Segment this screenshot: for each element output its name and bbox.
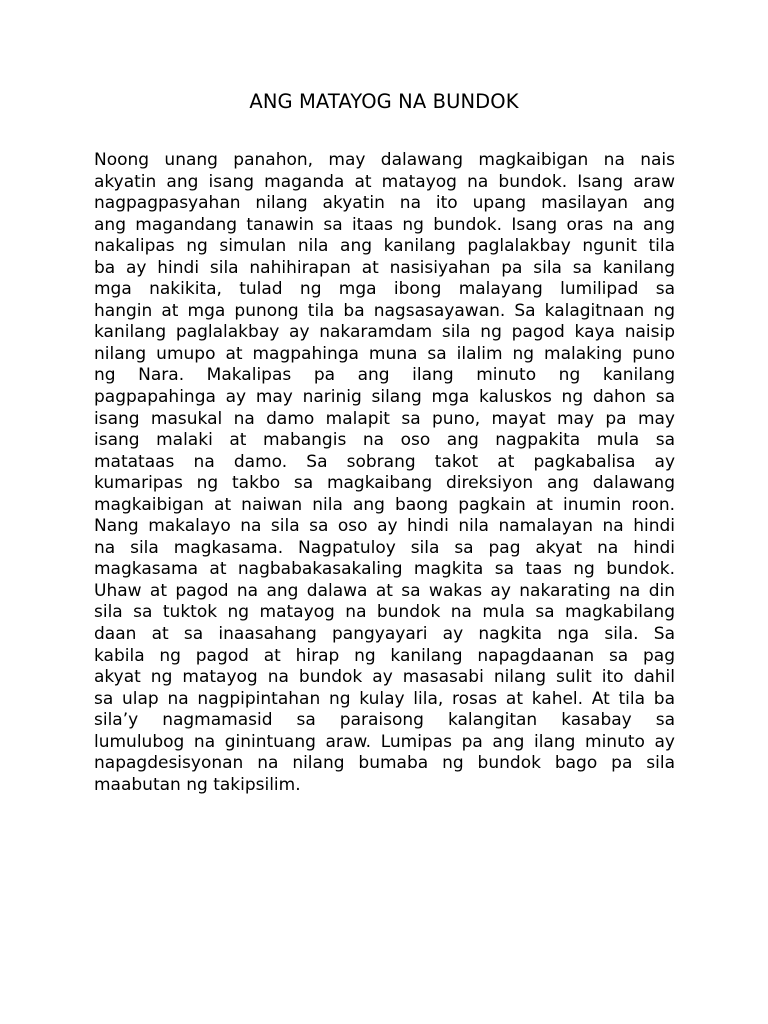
paragraph-line: Nang makalayo na sila sa oso ay hindi nila namalayan na hindi bbox=[94, 516, 675, 537]
paragraph-line: magkasama at nagbabakasakaling magkita sa taas ng bundok. bbox=[94, 559, 675, 580]
paragraph-line: isang masukal na damo malapit sa puno, mayat may pa may bbox=[94, 408, 675, 429]
paragraph-line: mga nakikita, tulad ng mga ibong malayang lumilipad sa bbox=[94, 279, 675, 300]
paragraph-line: ng Nara. Makalipas pa ang ilang minuto ng kanilang bbox=[94, 365, 675, 386]
paragraph-line: magkaibigan at naiwan nila ang baong pagkain at inumin roon. bbox=[94, 494, 675, 515]
paragraph-line: akyatin ang isang maganda at matayog na bundok. Isang araw bbox=[94, 171, 675, 192]
paragraph-line: hangin at mga punong tila ba nagsasayawan. Sa kalagitnaan ng bbox=[94, 300, 675, 321]
paragraph-line: Noong unang panahon, may dalawang magkaibigan na nais bbox=[94, 150, 675, 170]
paragraph-line: kumaripas ng takbo sa magkaibang direksiyon ang dalawang bbox=[94, 473, 675, 494]
paragraph-line: kabila ng pagod at hirap ng kanilang napagdaanan sa pag bbox=[94, 645, 675, 666]
paragraph-line: kanilang paglalakbay ay nakaramdam sila ng pagod kaya naisip bbox=[94, 322, 675, 343]
paragraph-line: sila’y nagmamasid sa paraisong kalangitan kasabay sa bbox=[94, 710, 675, 731]
paragraph-line: Uhaw at pagod na ang dalawa at sa wakas ay nakarating na din bbox=[94, 580, 675, 601]
paragraph-line: sa ulap na nagpipintahan ng kulay lila, rosas at kahel. At tila ba bbox=[94, 688, 675, 709]
paragraph-line: nakalipas ng simulan nila ang kanilang paglalakbay ngunit tila bbox=[94, 236, 675, 257]
paragraph-line: napagdesisyonan na nilang bumaba ng bundok bago pa sila bbox=[94, 753, 675, 774]
paragraph-line: daan at sa inaasahang pangyayari ay nagkita nga sila. Sa bbox=[94, 624, 675, 645]
paragraph-line: akyat ng matayog na bundok ay masasabi nilang sulit ito dahil bbox=[94, 667, 675, 688]
paragraph-line: na sila magkasama. Nagpatuloy sila sa pag akyat na hindi bbox=[94, 537, 675, 558]
paragraph-line: ang magandang tanawin sa itaas ng bundok. Isang oras na ang bbox=[94, 214, 675, 235]
paragraph-line: lumulubog na ginintuang araw. Lumipas pa ang ilang minuto ay bbox=[94, 731, 675, 752]
story-paragraph bbox=[94, 150, 675, 796]
document-title: ANG MATAYOG NA BUNDOK bbox=[249, 90, 519, 113]
paragraph-line: nagpagpasyahan nilang akyatin na ito upang masilayan ang bbox=[94, 193, 675, 214]
paragraph-line: nilang umupo at magpahinga muna sa ilalim ng malaking puno bbox=[94, 343, 675, 364]
paragraph-line: matataas na damo. Sa sobrang takot at pagkabalisa ay bbox=[94, 451, 675, 472]
paragraph-line: pagpapahinga ay may narinig silang mga kaluskos ng dahon sa bbox=[94, 387, 675, 408]
paragraph-line: maabutan ng takipsilim. bbox=[94, 774, 301, 795]
paragraph-line: ba ay hindi sila nahihirapan at nasisiyahan pa sila sa kanilang bbox=[94, 257, 675, 278]
paragraph-line: isang malaki at mabangis na oso ang nagpakita mula sa bbox=[94, 430, 675, 451]
paragraph-line: sila sa tuktok ng matayog na bundok na mula sa magkabilang bbox=[94, 602, 675, 623]
